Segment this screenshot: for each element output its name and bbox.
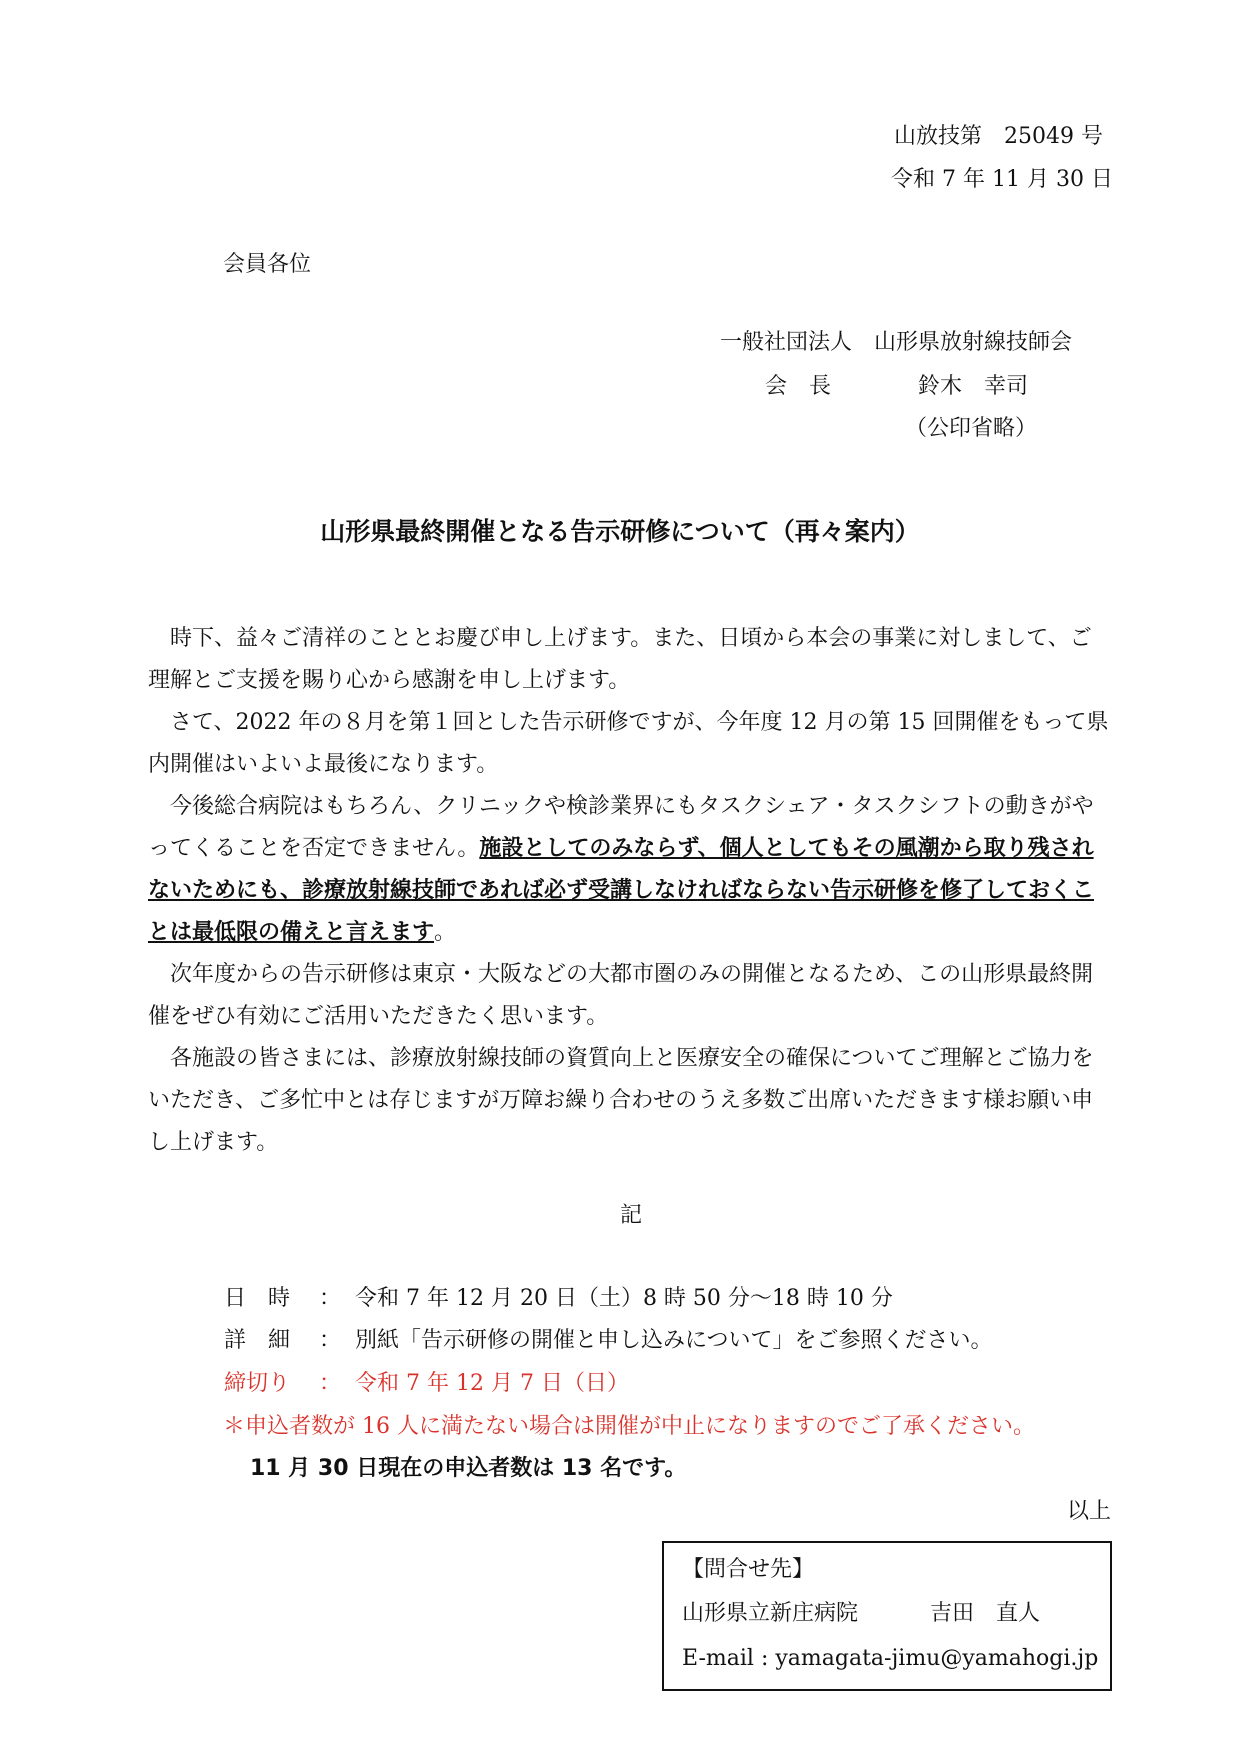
detail-label: 締切り bbox=[224, 1371, 291, 1396]
detail-row-datetime bbox=[224, 1286, 893, 1312]
sender-name: 鈴木 幸司 bbox=[918, 374, 1029, 399]
detail-value: 令和 7 年 12 月 20 日（土）8 時 50 分～18 時 10 分 bbox=[355, 1286, 893, 1311]
detail-row-details bbox=[224, 1328, 993, 1354]
paragraph-request: 各施設の皆さまには、診療放射線技師の資質向上と医療安全の確保についてご理解とご協力をいただき、ご多忙中とは存じますが万障お繰り合わせのうえ多数ご出席いただきます様お願い申し上げます。 bbox=[148, 1046, 1094, 1155]
paragraph-schedule: さて、2022 年の８月を第１回とした告示研修ですが、今年度 12 月の第 15 回開催をもって県内開催はいよいよ最後になります。 bbox=[148, 710, 1109, 777]
emphasis-text: 施設としてのみならず、個人としてもその風潮から取り残されないためにも、診療放射線技師であれば必ず受講しなければならない告示研修を修了しておくことは最低限の備えと言えます bbox=[148, 836, 1095, 945]
detail-label: 詳 細 bbox=[224, 1328, 291, 1353]
sender-organization: 一般社団法人 山形県放射線技師会 bbox=[720, 330, 1073, 355]
cancellation-note: ＊申込者数が 16 人に満たない場合は開催が中止になりますのでご了承ください。 bbox=[223, 1414, 1035, 1439]
seal-note: （公印省略） bbox=[905, 416, 1038, 441]
contact-box bbox=[662, 1541, 1112, 1691]
detail-label: 日 時 bbox=[224, 1286, 291, 1311]
detail-colon: ： bbox=[318, 1371, 341, 1396]
paragraph-greeting: 時下、益々ご清祥のこととお慶び申し上げます。また、日頃から本会の事業に対しまして、ご理解とご支援を賜り心から感謝を申し上げます。 bbox=[148, 626, 1092, 693]
paragraph-importance-plain: 今後総合病院はもちろん、クリニックや検診業界にもタスクシェア・タスクシフトの動きがやってくることを否定できません。 bbox=[148, 794, 1094, 861]
detail-value: 令和 7 年 12 月 7 日（日） bbox=[355, 1371, 629, 1396]
detail-colon: ： bbox=[318, 1286, 341, 1311]
contact-heading: 【問合せ先】 bbox=[682, 1557, 815, 1582]
applicant-count-note: 11 月 30 日現在の申込者数は 13 名です。 bbox=[250, 1456, 687, 1481]
sender-title: 会 長 bbox=[765, 374, 832, 399]
detail-row-deadline bbox=[224, 1371, 629, 1397]
contact-hospital: 山形県立新庄病院 bbox=[682, 1601, 859, 1626]
contact-email: E-mail : yamagata-jimu@yamahogi.jp bbox=[682, 1646, 1099, 1671]
document-date: 令和 7 年 11 月 30 日 bbox=[891, 167, 1113, 192]
closing-mark: 以上 bbox=[1066, 1499, 1111, 1524]
paragraph-importance-end: 。 bbox=[434, 920, 457, 945]
document-number: 山放技第 25049 号 bbox=[894, 124, 1103, 149]
ki-heading: 記 bbox=[619, 1203, 642, 1228]
paragraph-next-year: 次年度からの告示研修は東京・大阪などの大都市圏のみの開催となるため、この山形県最終開催をぜひ有効にご活用いただきたく思います。 bbox=[148, 962, 1094, 1029]
paragraph-importance bbox=[148, 786, 1113, 954]
detail-colon: ： bbox=[318, 1328, 341, 1353]
contact-person: 吉田 直人 bbox=[930, 1601, 1041, 1626]
addressee: 会員各位 bbox=[223, 252, 312, 277]
letter-body bbox=[148, 618, 1113, 1164]
page-title: 山形県最終開催となる告示研修について（再々案内） bbox=[320, 517, 920, 546]
detail-value: 別紙「告示研修の開催と申し込みについて」をご参照ください。 bbox=[355, 1328, 993, 1353]
